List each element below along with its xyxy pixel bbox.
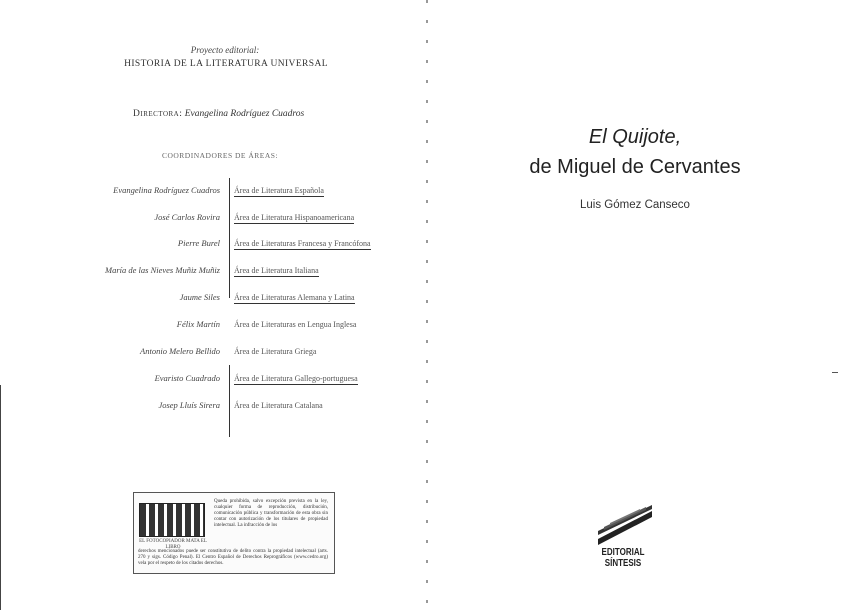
copyright-notice	[133, 492, 335, 574]
coordinator-row	[0, 208, 420, 230]
series-title: HISTORIA DE LA LITERATURA UNIVERSAL	[124, 59, 328, 69]
coordinator-name: Jaume Siles	[179, 292, 220, 302]
director-line	[133, 109, 373, 119]
publisher-line1: EDITORIAL	[601, 547, 645, 558]
publisher-line2: SÍNTESIS	[604, 558, 642, 569]
coordinator-name: María de las Nieves Muñiz Muñiz	[105, 265, 220, 275]
coordinator-row	[0, 342, 420, 364]
coordinator-row	[0, 288, 420, 310]
page-gutter	[426, 0, 428, 610]
coordinator-area: Área de Literatura Catalana	[234, 401, 323, 410]
coordinator-area: Área de Literatura Española	[234, 186, 324, 195]
coordinator-area: Área de Literaturas Francesa y Francófona	[234, 239, 371, 248]
copyright-text-bottom: derechos mencionados puede ser constitutiva de delito contra la propiedad intelectual (arts. 270 y sigs. Código Penal). El Centro Español de Derechos Reprográficos (www.cedro.org) vela por el respeto de los citados derechos.	[138, 549, 328, 566]
director-name: Evangelina Rodríguez Cuadros	[184, 109, 305, 119]
coordinator-area: Área de Literatura Gallego-portuguesa	[234, 374, 358, 383]
coordinator-name: Pierre Burel	[177, 238, 220, 248]
divider-line-upper	[229, 178, 230, 298]
coordinator-area: Área de Literatura Italiana	[234, 266, 319, 275]
coordinator-name: Antonio Melero Bellido	[140, 346, 220, 356]
margin-mark	[832, 372, 838, 373]
scan-edge-line	[0, 385, 1, 610]
coordinator-name: Josep Lluís Sirera	[158, 400, 220, 410]
coordinator-area: Área de Literatura Hispanoamericana	[234, 213, 355, 222]
coordinator-name: Félix Martín	[176, 319, 220, 329]
copyright-text-main: Queda prohibida, salvo excepción prevista en la ley, cualquier forma de reproducción, distribución, comunicación pública y transformación de esta obra sin contar con autorización de los titulares de propiedad intelectual. La infracción de los	[214, 499, 328, 528]
coordinator-name: Evangelina Rodríguez Cuadros	[113, 185, 220, 195]
cedro-logo-icon	[139, 503, 205, 537]
logo-caption: EL FOTOCOPIADOR MATA EL LIBRO	[139, 539, 207, 550]
series-label: Proyecto editorial:	[190, 45, 260, 55]
coordinator-row	[0, 396, 420, 418]
publisher-logo-icon	[590, 505, 660, 545]
coordinator-name: Evaristo Cuadrado	[154, 373, 220, 383]
coordinator-row	[0, 315, 420, 337]
coordinator-area: Área de Literaturas Alemana y Latina	[234, 293, 355, 302]
coordinator-area: Área de Literaturas en Lengua Inglesa	[234, 320, 357, 329]
coordinator-row	[0, 234, 420, 256]
director-label: Directora:	[133, 109, 183, 119]
coordinator-name: José Carlos Rovira	[154, 212, 220, 222]
coordinator-area: Área de Literatura Griega	[234, 347, 317, 356]
publisher-name	[593, 547, 654, 569]
coordinator-row	[0, 261, 420, 283]
book-title-line1: El Quijote,	[588, 126, 682, 148]
coordinator-row	[0, 181, 420, 203]
divider-line-lower	[229, 365, 230, 437]
coordinators-heading: COORDINADORES DE ÁREAS:	[161, 151, 279, 160]
author-name: Luis Gómez Canseco	[580, 199, 690, 211]
coordinator-row	[0, 369, 420, 391]
book-title-line2: de Miguel de Cervantes	[529, 156, 741, 178]
